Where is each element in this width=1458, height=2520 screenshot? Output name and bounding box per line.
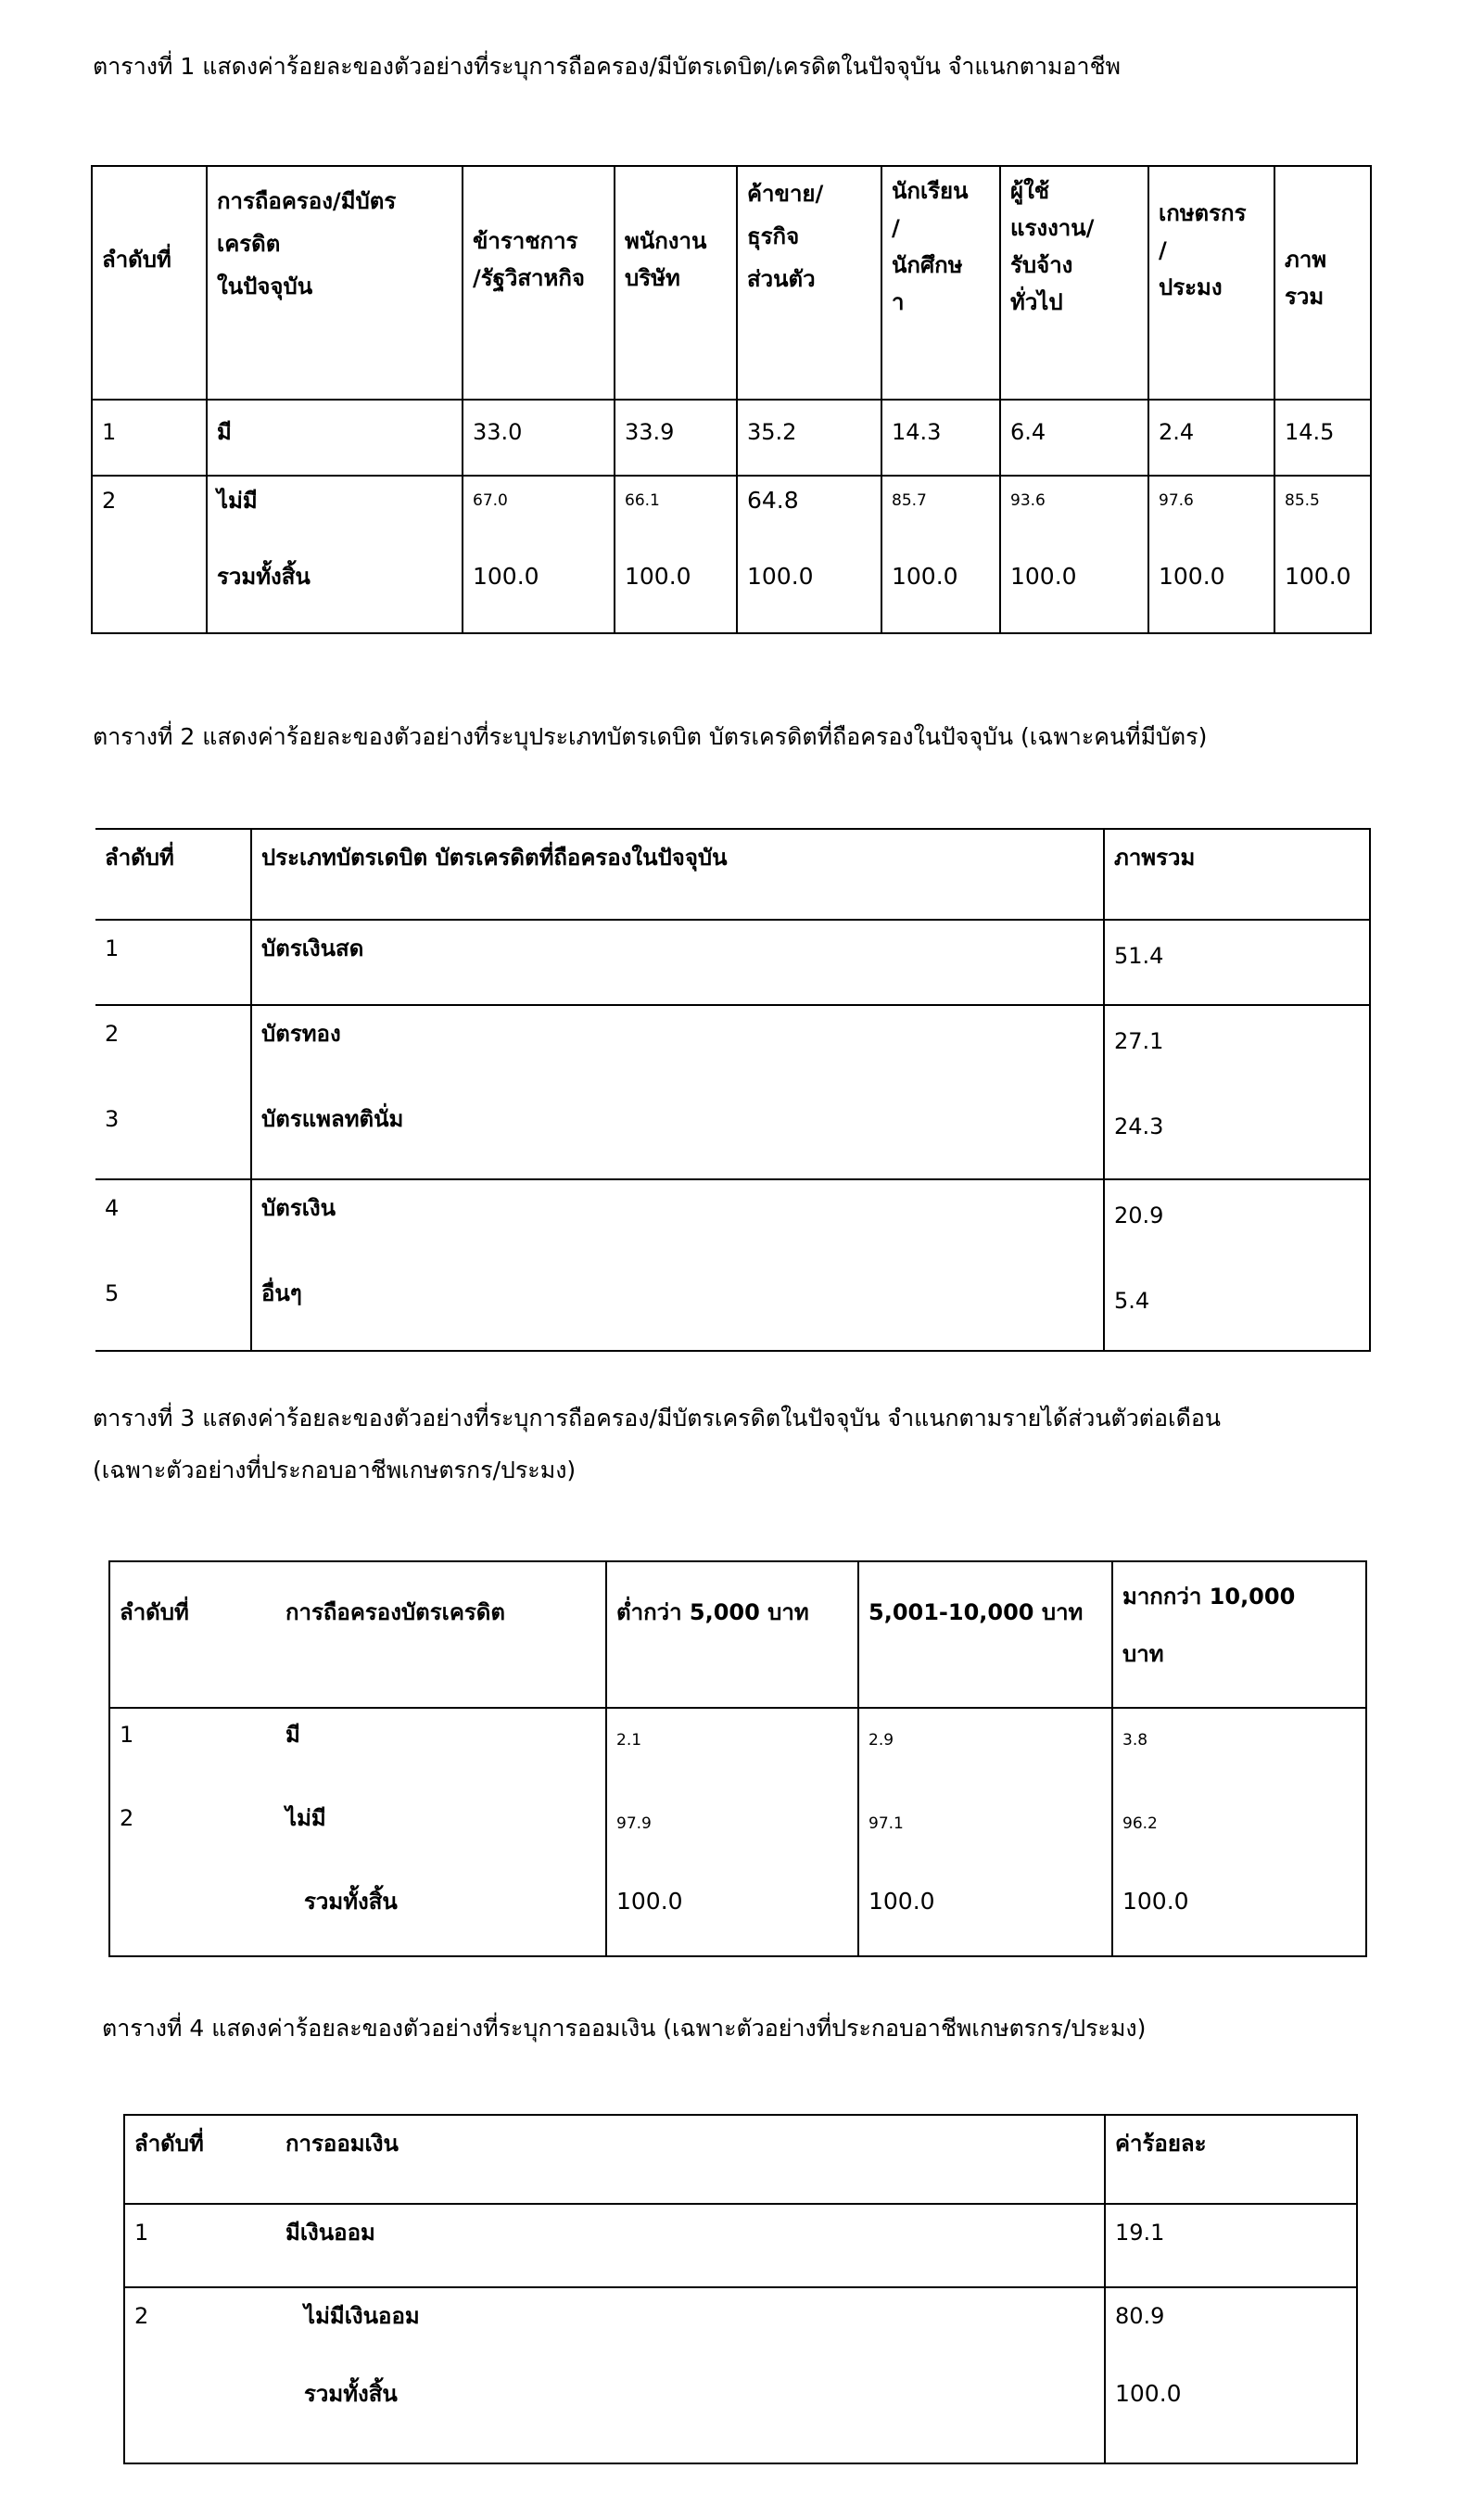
table3-row1-label: มี bbox=[285, 1722, 300, 1748]
table1-row2-overall: 85.5 100.0 bbox=[1274, 476, 1371, 633]
table1-row2-no: 2 bbox=[92, 476, 207, 633]
table2-row3-no: 3 bbox=[105, 1106, 120, 1132]
table3-col-low: 2.1 97.9 100.0 bbox=[606, 1708, 858, 1956]
table2-row4-label: บัตรเงิน อื่นๆ bbox=[251, 1179, 1104, 1351]
table4-header-percent: ค่าร้อยละ bbox=[1105, 2115, 1357, 2204]
table3-header-row bbox=[109, 1561, 1366, 1708]
table4 bbox=[123, 2114, 1358, 2464]
table1-caption: ตารางที่ 1 แสดงค่าร้อยละของตัวอย่างที่ระบุการถือครอง/มีบัตรเดบิต/เครดิตในปัจจุบัน จำแนกตามอาชีพ bbox=[93, 53, 1122, 80]
table3-caption-line1: ตารางที่ 3 แสดงค่าร้อยละของตัวอย่างที่ระบุการถือครอง/มีบัตรเครดิตในปัจจุบัน จำแนกตามรายได้ส่วนตัวต่อเดือน bbox=[93, 1405, 1221, 1432]
table2-row4-no: 4 5 bbox=[95, 1179, 251, 1351]
table3-col-mid: 2.9 97.1 100.0 bbox=[858, 1708, 1112, 1956]
table3-rows-label bbox=[276, 1708, 606, 1956]
table3-rows-no bbox=[109, 1708, 276, 1956]
table1-row1-student: 14.3 bbox=[881, 400, 1000, 476]
table2-header-no: ลำดับที่ bbox=[95, 829, 251, 920]
table4-row2-label: ไม่มีเงินออม รวมทั้งสิ้น bbox=[276, 2287, 1105, 2463]
table4-caption: ตารางที่ 4 แสดงค่าร้อยละของตัวอย่างที่ระบุการออมเงิน (เฉพาะตัวอย่างที่ประกอบอาชีพเกษตรกร/ประมง) bbox=[102, 2015, 1147, 2042]
table4-row2-no: 2 bbox=[124, 2287, 276, 2463]
table1-row1-business: 35.2 bbox=[737, 400, 881, 476]
table1-header-gov: ข้าราชการ /รัฐวิสาหกิจ bbox=[463, 166, 615, 400]
table1-header-farmer: เกษตรกร / ประมง bbox=[1148, 166, 1274, 400]
table3-header-holding: การถือครองบัตรเครดิต bbox=[276, 1561, 606, 1708]
table4-header-saving: การออมเงิน bbox=[276, 2115, 1105, 2204]
table4-row1-label: มีเงินออม bbox=[276, 2204, 1105, 2287]
table1-header-holding: การถือครอง/มีบัตร เครดิต ในปัจจุบัน bbox=[207, 166, 463, 400]
table3-caption-line2: (เฉพาะตัวอย่างที่ประกอบอาชีพเกษตรกร/ประมง) bbox=[93, 1457, 577, 1483]
table2-header-type: ประเภทบัตรเดบิต บัตรเครดิตที่ถือครองในปัจจุบัน bbox=[251, 829, 1104, 920]
table3-header-low: ต่ำกว่า 5,000 บาท bbox=[606, 1561, 858, 1708]
table3-total-label: รวมทั้งสิ้น bbox=[304, 1889, 398, 1915]
table4-header-no: ลำดับที่ bbox=[124, 2115, 276, 2204]
table4-row1-no: 1 bbox=[124, 2204, 276, 2287]
table2-row3-label: บัตรแพลทตินั่ม bbox=[261, 1106, 404, 1132]
table-row bbox=[109, 1708, 1366, 1956]
table1-row2-farmer: 97.6 100.0 bbox=[1148, 476, 1274, 633]
table2-row3-value: 24.3 bbox=[1114, 1114, 1164, 1139]
table2-row5-no: 5 bbox=[105, 1280, 120, 1306]
table1-row1-labor: 6.4 bbox=[1000, 400, 1148, 476]
table4-total-value: 100.0 bbox=[1115, 2380, 1182, 2407]
table2-header-row bbox=[95, 829, 1370, 920]
table1-header-business: ค้าขาย/ ธุรกิจ ส่วนตัว bbox=[737, 166, 881, 400]
table1-row2-label: ไม่มี รวมทั้งสิ้น bbox=[207, 476, 463, 633]
table1-row2-business: 64.8 100.0 bbox=[737, 476, 881, 633]
table3-header-high: มากกว่า 10,000 บาท bbox=[1112, 1561, 1366, 1708]
table3 bbox=[108, 1560, 1367, 1957]
table-row bbox=[124, 2287, 1357, 2463]
table3-row2-no: 2 bbox=[120, 1805, 134, 1831]
table1-row1-company: 33.9 bbox=[615, 400, 737, 476]
table1-row1-overall: 14.5 bbox=[1274, 400, 1371, 476]
table3-col-high: 3.8 96.2 100.0 bbox=[1112, 1708, 1366, 1956]
table3-header-no: ลำดับที่ bbox=[109, 1561, 276, 1708]
table1-total-label: รวมทั้งสิ้น bbox=[217, 564, 311, 590]
table4-header-row bbox=[124, 2115, 1357, 2204]
table1-header-company: พนักงาน บริษัท bbox=[615, 166, 737, 400]
table1-row2-gov: 67.0 100.0 bbox=[463, 476, 615, 633]
table2-caption: ตารางที่ 2 แสดงค่าร้อยละของตัวอย่างที่ระบุประเภทบัตรเดบิต บัตรเครดิตที่ถือครองในปัจจุบัน (เฉพาะคนที่มีบัตร) bbox=[93, 723, 1208, 750]
table-row bbox=[95, 1005, 1370, 1179]
table1-row1-gov: 33.0 bbox=[463, 400, 615, 476]
table2-row2-value: 27.1 24.3 bbox=[1104, 1005, 1370, 1179]
table1-row1-farmer: 2.4 bbox=[1148, 400, 1274, 476]
table-row bbox=[92, 476, 1371, 633]
table1-header-overall: ภาพรวม bbox=[1274, 166, 1371, 400]
table4-row1-value: 19.1 bbox=[1105, 2204, 1357, 2287]
table2-row5-label: อื่นๆ bbox=[261, 1280, 302, 1306]
table-row bbox=[124, 2204, 1357, 2287]
table1-row2-student: 85.7 100.0 bbox=[881, 476, 1000, 633]
table3-row2-label: ไม่มี bbox=[285, 1805, 326, 1831]
table-row bbox=[95, 1179, 1370, 1351]
table2-row1-value: 51.4 bbox=[1104, 920, 1370, 1005]
table1-header-labor: ผู้ใช้ แรงงาน/ รับจ้าง ทั่วไป bbox=[1000, 166, 1148, 400]
table1-row1-no: 1 bbox=[92, 400, 207, 476]
table2-row2-label: บัตรทอง บัตรแพลทตินั่ม bbox=[251, 1005, 1104, 1179]
table2-row1-label: บัตรเงินสด bbox=[251, 920, 1104, 1005]
table2-row2-no: 2 3 bbox=[95, 1005, 251, 1179]
table4-row2-value: 80.9 100.0 bbox=[1105, 2287, 1357, 2463]
table1-row2-company: 66.1 100.0 bbox=[615, 476, 737, 633]
table3-header-mid: 5,001-10,000 บาท bbox=[858, 1561, 1112, 1708]
table-row bbox=[95, 920, 1370, 1005]
table2-header-overall: ภาพรวม bbox=[1104, 829, 1370, 920]
table1-row1-label: มี bbox=[207, 400, 463, 476]
table1-header-no: ลำดับที่ bbox=[92, 166, 207, 400]
table2 bbox=[95, 828, 1371, 1352]
table4-total-label: รวมทั้งสิ้น bbox=[304, 2381, 398, 2407]
table1-row2-labor: 93.6 100.0 bbox=[1000, 476, 1148, 633]
table1-header-row bbox=[92, 166, 1371, 400]
table2-row1-no: 1 bbox=[95, 920, 251, 1005]
table2-row5-value: 5.4 bbox=[1114, 1288, 1150, 1314]
table3-row1-no: 1 bbox=[120, 1722, 134, 1748]
table-row bbox=[92, 400, 1371, 476]
table1-header-student: นักเรียน / นักศึกษ า bbox=[881, 166, 1000, 400]
table2-row4-value: 20.9 5.4 bbox=[1104, 1179, 1370, 1351]
table1 bbox=[91, 165, 1372, 634]
